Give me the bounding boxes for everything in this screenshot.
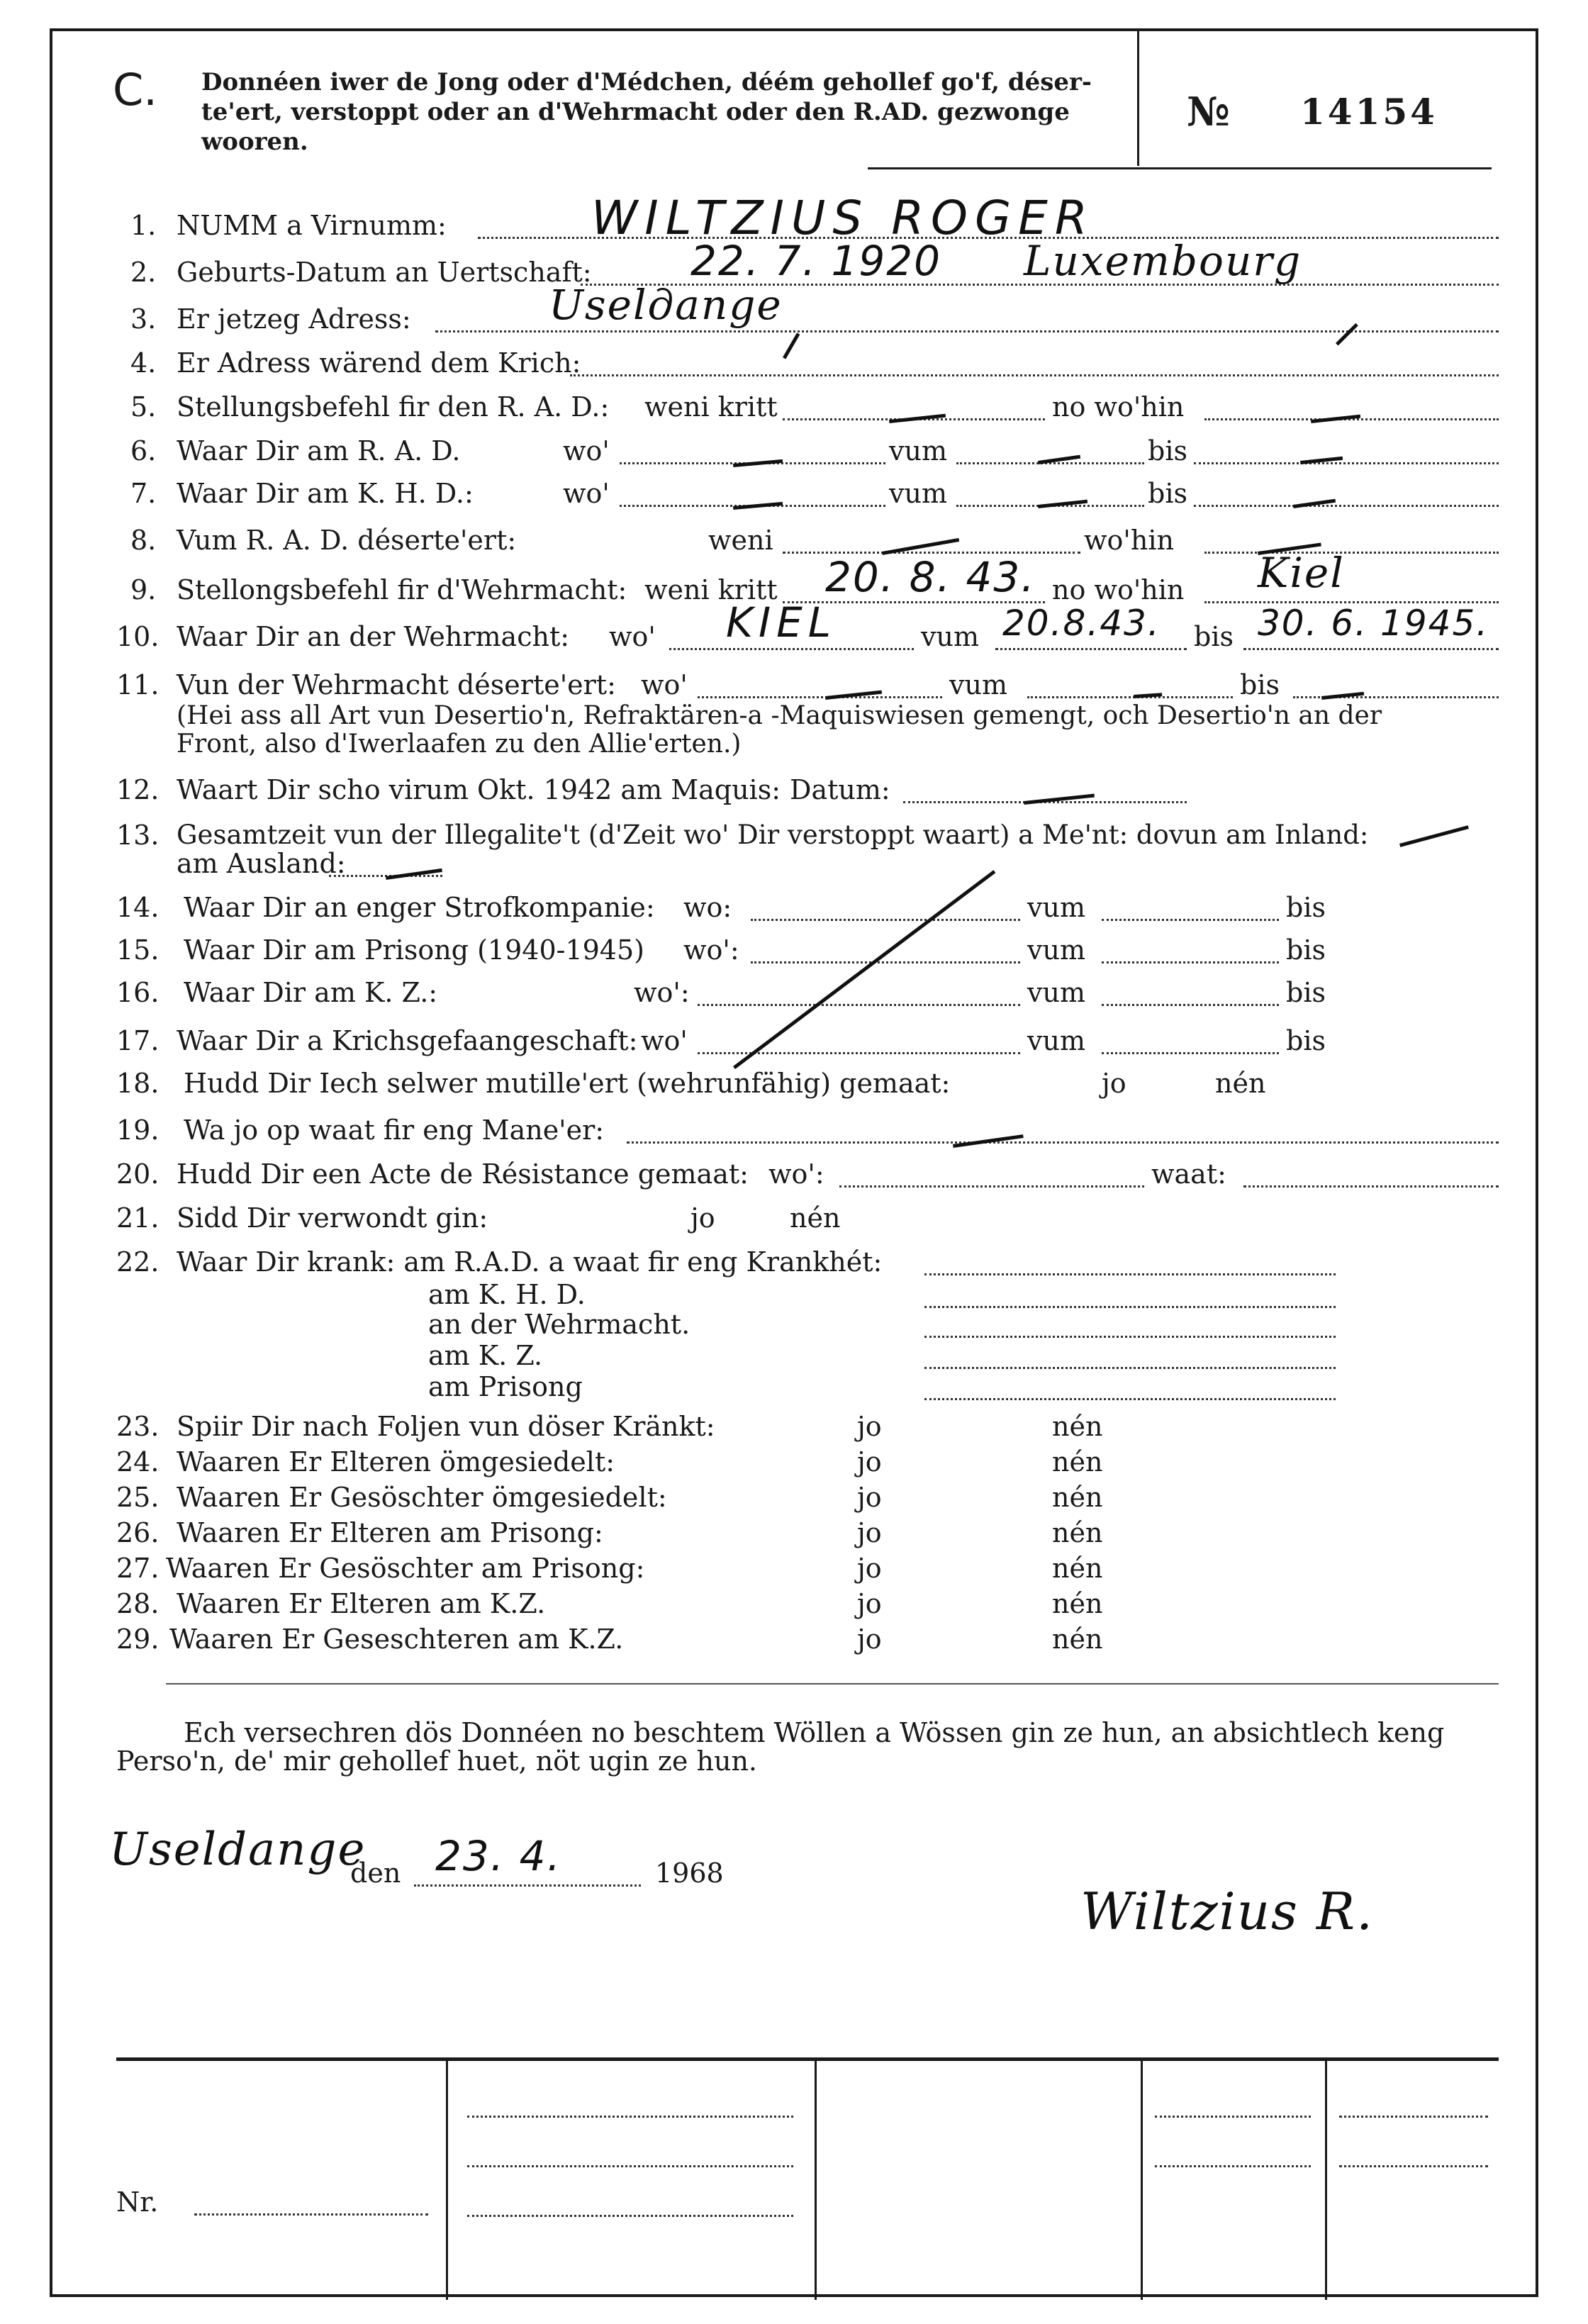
row-num: 11. <box>116 669 160 700</box>
fill-line <box>570 374 1499 376</box>
row-num: 17. <box>116 1025 160 1056</box>
row-num: 18. <box>116 1068 160 1099</box>
intro-line-1: Donnéen iwer de Jong oder d'Médchen, déém gehollef go'f, déser- <box>201 68 1092 96</box>
fill-line <box>1102 1004 1279 1006</box>
row-num: 15. <box>116 934 160 966</box>
wo-label: wo' <box>563 435 610 467</box>
pen-mark <box>1336 323 1358 346</box>
handwritten-sign-place: Useldange <box>109 1823 367 1876</box>
handwritten-address: Uselдange <box>549 281 783 329</box>
row-label: Hudd Dir Iech selwer mutille'ert (wehrunfähig) gemaat: <box>184 1068 951 1099</box>
datum-label: Datum: <box>790 774 890 805</box>
row-label: Spiir Dir nach Foljen vun döser Kränkt: <box>177 1411 715 1442</box>
wo-label: wo: <box>683 892 732 923</box>
wo-label: wo': <box>634 977 690 1008</box>
number-symbol: № <box>1187 89 1230 135</box>
pen-diagonal <box>733 870 995 1069</box>
wo-label: wo': <box>768 1158 824 1190</box>
row-label: Waaren Er Gesöschter am Prisong: <box>166 1553 645 1584</box>
fill-line <box>839 1185 1144 1188</box>
header-divider <box>1137 31 1139 166</box>
fill-line <box>1102 1052 1279 1054</box>
pen-dash <box>1038 500 1087 508</box>
waat-label: waat: <box>1151 1158 1226 1190</box>
row-label: Waaren Er Geseschteren am K.Z. <box>169 1624 624 1655</box>
row-num: 4. <box>130 347 157 379</box>
fill-line <box>1194 505 1499 507</box>
fill-line <box>1102 919 1279 921</box>
fill-line <box>698 1052 1020 1054</box>
row-label: NUMM a Virnumm: <box>177 210 447 241</box>
row-label: Er jetzeg Adress: <box>177 303 411 335</box>
illness-sub-item: am Prisong <box>428 1371 583 1402</box>
bis-label: bis <box>1286 892 1326 923</box>
footer-fill-line <box>1155 2116 1311 2118</box>
where-label: no wo'hin <box>1052 574 1185 605</box>
den-label: den <box>350 1857 401 1889</box>
jo-option: jo <box>690 1202 715 1234</box>
pen-dash <box>386 868 442 880</box>
fill-line <box>1027 696 1233 698</box>
fill-line <box>924 1367 1336 1369</box>
row-label: Waaren Er Elteren am K.Z. <box>177 1588 546 1619</box>
row-label: Stellungsbefehl fir den R. A. D.: <box>177 391 610 423</box>
when-label: weni <box>708 525 773 556</box>
row-num: 16. <box>116 977 160 1008</box>
fill-line <box>995 648 1187 650</box>
vum-label: vum <box>921 621 979 652</box>
jo-option: jo <box>857 1588 882 1619</box>
illness-sub-item: am K. H. D. <box>428 1279 586 1310</box>
illness-sub-item: am K. Z. <box>428 1340 543 1371</box>
row-label: Waaren Er Gesöschter ömgesiedelt: <box>177 1482 667 1513</box>
row-num: 29. <box>116 1624 160 1655</box>
row-num: 26. <box>116 1517 160 1548</box>
pen-mark <box>783 333 800 359</box>
row-label: Waar Dir krank: am R.A.D. a waat fir eng Krankhét: <box>177 1246 883 1278</box>
handwritten-unit-from: 20.8.43. <box>1002 603 1161 644</box>
vum-label: vum <box>1027 977 1085 1008</box>
header-rule <box>868 167 1492 169</box>
footer-fill-line <box>194 2213 428 2216</box>
row-num: 9. <box>130 574 157 605</box>
row-num: 1. <box>130 210 157 241</box>
fill-line <box>924 1398 1336 1400</box>
nen-option: nén <box>1052 1588 1103 1619</box>
row-label: Sidd Dir verwondt gin: <box>177 1202 488 1234</box>
footer-column <box>1325 2059 1327 2300</box>
row-label: Vun der Wehrmacht déserte'ert: <box>177 669 616 700</box>
bis-label: bis <box>1286 977 1326 1008</box>
footer-fill-line <box>1339 2165 1488 2167</box>
fill-line <box>435 330 1499 333</box>
row-label: Waar Dir a Krichsgefaangeschaft: <box>177 1025 638 1056</box>
footer-rule <box>116 2057 1499 2061</box>
row-num: 5. <box>130 391 157 423</box>
nen-option: nén <box>1052 1446 1103 1477</box>
row-num: 12. <box>116 774 160 805</box>
jo-option: jo <box>857 1482 882 1513</box>
wo-label: wo' <box>609 621 656 652</box>
vum-label: vum <box>1027 1025 1085 1056</box>
footer-fill-line <box>1155 2165 1311 2167</box>
nen-option: nén <box>1052 1553 1103 1584</box>
row-label-cont: am Ausland: <box>177 848 346 879</box>
row-label: Wa jo op waat fir eng Mane'er: <box>184 1114 605 1146</box>
intro-line-3: wooren. <box>201 128 308 156</box>
fill-line <box>1243 1185 1499 1188</box>
fill-line <box>1102 961 1279 963</box>
footer-column <box>446 2059 448 2300</box>
jo-option: jo <box>857 1624 882 1655</box>
row-num: 10. <box>116 621 160 652</box>
footer-fill-line <box>467 2165 793 2167</box>
fill-line <box>924 1336 1336 1338</box>
when-label: weni kritt <box>644 574 778 605</box>
row-num: 19. <box>116 1114 160 1146</box>
where-label: no wo'hin <box>1052 391 1185 423</box>
fill-line <box>924 1273 1336 1275</box>
vum-label: vum <box>889 435 947 467</box>
nen-option: nén <box>1052 1482 1103 1513</box>
bis-label: bis <box>1148 435 1187 467</box>
fill-line <box>669 648 914 650</box>
row-note: Front, also d'Iwerlaafen zu den Allie'erten.) <box>177 730 742 759</box>
bis-label: bis <box>1286 934 1326 966</box>
fill-line <box>1204 552 1499 554</box>
footer-column <box>815 2059 817 2300</box>
row-label: Waart Dir scho virum Okt. 1942 am Maquis: <box>177 774 781 805</box>
jo-option: jo <box>857 1553 882 1584</box>
pen-dash <box>733 459 783 467</box>
fill-line <box>627 1141 1499 1144</box>
when-label: weni kritt <box>644 391 778 423</box>
fill-line <box>1243 648 1499 650</box>
nen-option: nén <box>1215 1068 1266 1099</box>
handwritten-name: WILTZIUS ROGER <box>591 191 1095 245</box>
nr-label: Nr. <box>116 2186 159 2218</box>
row-label: Waar Dir an der Wehrmacht: <box>177 621 570 652</box>
pen-dash <box>1399 825 1469 847</box>
wo-label: wo' <box>563 478 610 509</box>
pen-dash <box>733 502 783 510</box>
row-label: Waar Dir am K. H. D.: <box>177 478 474 509</box>
section-rule <box>166 1683 1499 1685</box>
bis-label: bis <box>1286 1025 1326 1056</box>
row-num: 28. <box>116 1588 160 1619</box>
bis-label: bis <box>1240 669 1280 700</box>
where-label: wo'hin <box>1084 525 1174 556</box>
row-num: 8. <box>130 525 157 556</box>
row-label: Waar Dir am R. A. D. <box>177 435 461 467</box>
vum-label: vum <box>1027 892 1085 923</box>
jo-option: jo <box>1102 1068 1126 1099</box>
handwritten-sign-date: 23. 4. <box>435 1832 562 1880</box>
handwritten-order-place: Kiel <box>1258 549 1345 597</box>
row-label: Hudd Dir een Acte de Résistance gemaat: <box>177 1158 749 1190</box>
nen-option: nén <box>1052 1517 1103 1548</box>
bis-label: bis <box>1194 621 1234 652</box>
vum-label: vum <box>889 478 947 509</box>
intro-line-2: te'ert, verstoppt oder an d'Wehrmacht oder den R.AD. gezwonge <box>201 98 1070 126</box>
footer-fill-line <box>467 2116 793 2118</box>
row-num: 24. <box>116 1446 160 1477</box>
fill-line <box>414 1884 641 1887</box>
row-num: 2. <box>130 257 157 288</box>
wo-label: wo': <box>683 934 739 966</box>
year-label: 1968 <box>655 1857 724 1889</box>
row-label: Waaren Er Elteren ömgesiedelt: <box>177 1446 615 1477</box>
row-num: 25. <box>116 1482 160 1513</box>
row-label: Waar Dir am Prisong (1940-1945) <box>184 934 644 966</box>
row-note: (Hei ass all Art vun Desertio'n, Refraktären-a -Maquiswiesen gemengt, och Desertio'n an der <box>177 701 1382 730</box>
row-num: 20. <box>116 1158 160 1190</box>
nen-option: nén <box>790 1202 841 1234</box>
handwritten-signature: Wiltzius R. <box>1080 1882 1374 1941</box>
fill-line <box>924 1306 1336 1308</box>
row-num: 3. <box>130 303 157 335</box>
row-label: Waaren Er Elteren am Prisong: <box>177 1517 603 1548</box>
declaration-line-1: Ech versechren dös Donnéen no beschtem Wöllen a Wössen gin ze hun, an absichtlech keng <box>184 1717 1445 1748</box>
handwritten-unit-to: 30. 6. 1945. <box>1258 603 1489 644</box>
row-num: 21. <box>116 1202 160 1234</box>
row-num: 27. <box>116 1553 160 1584</box>
form-number: 14154 <box>1300 91 1438 133</box>
vum-label: vum <box>949 669 1007 700</box>
fill-line <box>751 961 1020 963</box>
row-num: 13. <box>116 820 160 851</box>
footer-fill-line <box>1339 2116 1488 2118</box>
handwritten-unit-place: KIEL <box>726 598 837 647</box>
pen-dash <box>1321 692 1364 700</box>
wo-label: wo' <box>641 1025 688 1056</box>
wo-label: wo' <box>641 669 688 700</box>
nen-option: nén <box>1052 1411 1103 1442</box>
handwritten-order-date: 20. 8. 43. <box>825 553 1036 601</box>
form-page <box>50 28 1538 2297</box>
jo-option: jo <box>857 1411 882 1442</box>
row-num: 14. <box>116 892 160 923</box>
row-num: 22. <box>116 1246 160 1278</box>
row-label: Waar Dir an enger Strofkompanie: <box>184 892 655 923</box>
fill-line <box>698 1004 1020 1006</box>
handwritten-birth-place: Luxembourg <box>1024 237 1302 285</box>
footer-fill-line <box>467 2215 793 2217</box>
row-label: Er Adress wärend dem Krich: <box>177 347 581 379</box>
row-label: Stellongsbefehl fir d'Wehrmacht: <box>177 574 627 605</box>
fill-line <box>751 919 1020 921</box>
footer-column <box>1141 2059 1143 2300</box>
row-num: 6. <box>130 435 157 467</box>
declaration-line-2: Perso'n, de' mir gehollef huet, nöt ugin ze hun. <box>116 1745 758 1777</box>
fill-line <box>1194 462 1499 464</box>
fill-line <box>698 696 942 698</box>
row-label: Geburts-Datum an Uertschaft: <box>177 257 592 288</box>
vum-label: vum <box>1027 934 1085 966</box>
handwritten-birth-date: 22. 7. 1920 <box>690 237 942 285</box>
section-letter: C. <box>113 64 157 116</box>
row-num: 7. <box>130 478 157 509</box>
row-num: 23. <box>116 1411 160 1442</box>
illness-sub-item: an der Wehrmacht. <box>428 1309 690 1340</box>
nen-option: nén <box>1052 1624 1103 1655</box>
row-label: Vum R. A. D. déserte'ert: <box>177 525 517 556</box>
bis-label: bis <box>1148 478 1187 509</box>
row-label: Gesamtzeit vun der Illegalite't (d'Zeit wo' Dir verstoppt waart) a Me'nt: dovun am Inland: <box>177 820 1369 850</box>
jo-option: jo <box>857 1446 882 1477</box>
jo-option: jo <box>857 1517 882 1548</box>
row-label: Waar Dir am K. Z.: <box>184 977 438 1008</box>
